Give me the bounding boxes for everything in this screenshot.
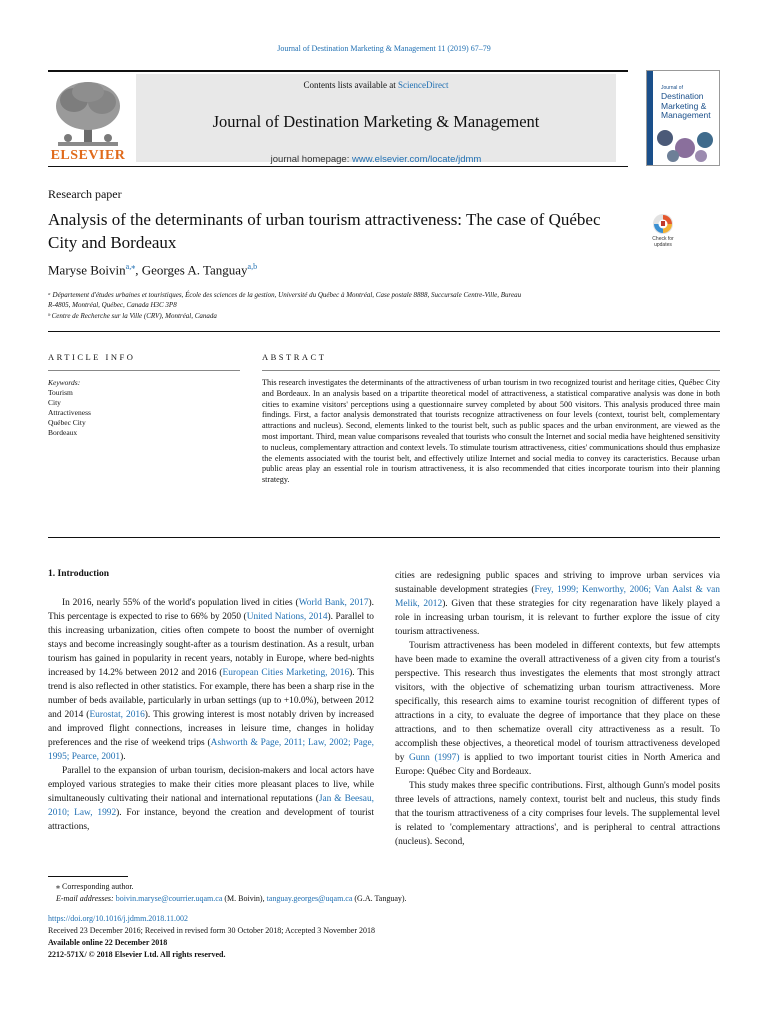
keywords-label: Keywords:: [48, 378, 81, 387]
affiliation-a-cont: R-4805, Montréal, Québec, Canada H3C 3P8: [48, 301, 177, 309]
article-info-heading: ARTICLE INFO: [48, 352, 136, 362]
body-text: ).: [120, 752, 126, 762]
article-info-rule: [48, 370, 240, 371]
affiliation-a: ᵃ Département d'études urbaines et touristiques, École des sciences de la gestion, Université du Québec à Montréal, Case postale 8888, Succursale Centre-Ville, Bureau: [48, 291, 522, 299]
keywords-block: [48, 378, 91, 438]
check-for-updates-icon: [646, 212, 680, 236]
cover-image-icon: [655, 126, 715, 162]
journal-reference[interactable]: Journal of Destination Marketing & Management 11 (2019) 67–79: [277, 44, 491, 53]
keyword: Québec City: [48, 418, 86, 427]
citation-link[interactable]: Eurostat, 2016: [89, 710, 145, 720]
author-separator: ,: [135, 262, 142, 278]
email-link[interactable]: tanguay.georges@uqam.ca: [266, 894, 353, 903]
body-column-left: [48, 596, 374, 834]
body-text: ). This trend is also reflected in other statistics. For example, there has been a sharp rise in the number of beds available, particularly in urban settings (up to +10.0%), between 2012 and 2014 (: [48, 668, 374, 720]
journal-name: Journal of Destination Marketing & Management: [212, 112, 540, 131]
citation-link[interactable]: Jan & Beesau, 2010; Law, 1992: [48, 794, 374, 818]
keyword: Tourism: [48, 388, 73, 397]
body-paragraph: [395, 569, 720, 639]
author-affiliation-marker[interactable]: a,b: [247, 262, 258, 271]
issn-copyright: 2212-571X/ © 2018 Elsevier Ltd. All rights reserved.: [48, 950, 226, 959]
corresponding-author-note: ⁎ Corresponding author.: [56, 882, 134, 891]
body-text: ). This growing interest is most notably driven by increased and improved flight connections, increases in leisure time, changes in holiday preferences and the rise of weekend trips (: [48, 710, 374, 748]
body-text: ). This percentage is expected to rise to 66% by 2050 (: [48, 598, 374, 622]
journal-banner: [48, 70, 720, 166]
author-list: [48, 262, 257, 278]
affiliation-b: ᵇ Centre de Recherche sur la Ville (CRV), Montréal, Canada: [48, 312, 217, 320]
citation-link[interactable]: Ashworth & Page, 2011; Law, 2002; Page, 1995; Pearce, 2001: [48, 738, 374, 762]
article-title: Analysis of the determinants of urban tourism attractiveness: The case of Québec City and Bordeaux: [48, 210, 601, 252]
journal-homepage-link[interactable]: www.elsevier.com/locate/jdmm: [351, 154, 482, 165]
header-divider: [48, 331, 720, 332]
available-online-date: Available online 22 December 2018: [48, 938, 168, 947]
email-addresses: [56, 893, 407, 905]
email-owner: (M. Boivin),: [222, 894, 267, 903]
abstract-rule: [262, 370, 720, 371]
contents-line: Contents lists available at ScienceDirect: [303, 80, 449, 90]
citation-link[interactable]: Gunn (1997): [409, 753, 460, 763]
abstract-text: This research investigates the determinants of the attractiveness of urban tourism in two recognized tourist and heritage cities, Québec City and Bordeaux. In an analysis based on a tripartite theoretical model of attractiveness, a statistical comparative analysis was done in both cities to examine visitors' perceptions using a questionnaire survey completed by about 500 visitors. This analysis produced three main findings. First, a factor analysis demonstrated that tourists recognize attractiveness on four levels (context, tourist belt, complementary attractions and nucleus). Second, elements linked to the tourist belt, such as public spaces and the urban environment, are viewed as the most important. Third, mean value comparisons revealed that tourists who consult the Internet and social media have heightened sensitivity to nucleus, complementary attraction and context levels. To stimulate tourism attractiveness, cities' communications should thus emphasize the elements associated with the tourist belt, and effectively utilize Internet and social media to convey its caracteristics. Because urban public areas play an essential role in tourism attractiveness, it is also recommended that cities incorporate tourism into their planning strategy.: [262, 378, 720, 485]
author-affiliation-marker[interactable]: a,⁎: [125, 262, 136, 271]
body-text: This study makes three specific contributions. First, although Gunn's model posits three levels of attractions, namely context, tourist belt and nucleus, this study finds that the tourism attractiveness of a city comprises four levels. The supplemental level is related to 'complementary attractions', and is peripheral to central attractions (nucleus). Second,: [395, 781, 720, 847]
citation-link[interactable]: World Bank, 2017: [298, 598, 369, 608]
body-column-right: [395, 569, 720, 849]
received-dates: Received 23 December 2016; Received in revised form 30 October 2018; Accepted 3 November 2018: [48, 926, 376, 935]
keyword: City: [48, 398, 61, 407]
cover-spine: [647, 71, 653, 165]
doi-link[interactable]: https://doi.org/10.1016/j.jdmm.2018.11.002: [48, 914, 189, 923]
journal-info-box: [136, 74, 616, 165]
publication-info: [48, 913, 375, 961]
banner-bottom-rule: [48, 166, 628, 167]
body-text: ). Parallel to this increasing urbanization, cities often compete to boost the number of overnight stays and become increasingly sought-after as a tourism destination. As a result, urban tourism has gained in popularity in recent years, notably in Europe, where bed-nights increased by 14.2% between 2012 and 2016 (: [48, 612, 374, 678]
keyword: Attractiveness: [48, 408, 91, 417]
cover-title: [661, 85, 711, 121]
banner-top-rule: [48, 70, 628, 72]
sciencedirect-link[interactable]: ScienceDirect: [398, 80, 449, 90]
citation-link[interactable]: European Cities Marketing, 2016: [222, 668, 350, 678]
body-paragraph: [48, 596, 374, 764]
cover-title-line: Management: [661, 110, 711, 120]
footnote-rule: [48, 876, 128, 877]
cover-title-line: Marketing &: [661, 100, 707, 111]
article-type: Research paper: [48, 187, 122, 201]
body-paragraph: [48, 764, 374, 834]
email-owner: (G.A. Tanguay).: [352, 894, 407, 903]
body-paragraph: [395, 639, 720, 779]
body-text: ). For instance, beyond the creation and development of tourist attractions,: [48, 808, 374, 832]
cover-title-line: Journal of: [661, 85, 683, 91]
author-name[interactable]: Maryse Boivin: [48, 262, 126, 278]
email-label: E-mail addresses:: [56, 894, 116, 903]
abstract-heading: ABSTRACT: [262, 352, 327, 362]
cover-title-line: Destination: [661, 91, 704, 101]
abstract-divider: [48, 537, 720, 538]
body-text: Tourism attractiveness has been modeled in different contexts, but few attempts have been made to examine the overall attractiveness of a given city from a tourist's perspective. This research thus investigates the elements that most strongly attract visitors, with the objective of schematizing urban tourism attractiveness. More specifically, this research aims to examine tourist recognition of different types of attractions in a city, to evaluate the degree of importance that they place on these attractions, and to then schematize overall city attractiveness as a result. To accomplish these objectives, a theoretical model of tourism attractiveness developed by: [395, 641, 720, 763]
journal-homepage-line: journal homepage: www.elsevier.com/locate/jdmm: [270, 154, 482, 165]
body-text: cities are redesigning public spaces and striving to improve urban services via sustainable development strategies (: [395, 571, 720, 595]
citation-link[interactable]: Frey, 1999; Kenworthy, 2006; Van Aalst & van Melik, 2012: [395, 585, 720, 609]
citation-link[interactable]: United Nations, 2014: [246, 612, 328, 622]
body-text: In 2016, nearly 55% of the world's population lived in cities (: [62, 598, 299, 608]
journal-cover-thumbnail[interactable]: [646, 70, 720, 166]
email-link[interactable]: boivin.maryse@courrier.uqam.ca: [115, 894, 223, 903]
footnotes: [56, 881, 407, 905]
section-heading-introduction: 1. Introduction: [48, 569, 110, 579]
body-paragraph: [395, 779, 720, 849]
publisher-logo-text: ELSEVIER: [50, 148, 126, 163]
body-text: is applied to two important tourist cities in North America and Europe: Québec City and Bordeaux.: [395, 753, 721, 777]
body-text: Parallel to the expansion of urban tourism, decision-makers and local actors have employed various strategies to make their cities more pleasant places to live, while simultaneously cultivating their national and international reputations (: [48, 766, 374, 804]
check-for-updates-label: Check for updates: [652, 236, 674, 248]
keyword: Bordeaux: [48, 428, 78, 437]
body-text: ). Given that these strategies for city regenaration have likely played a role in increasing urban tourism, it is relevant to further explore the issue of city tourism attractiveness.: [395, 599, 720, 637]
author-name[interactable]: Georges A. Tanguay: [141, 262, 248, 278]
check-for-updates-button[interactable]: [646, 212, 680, 250]
